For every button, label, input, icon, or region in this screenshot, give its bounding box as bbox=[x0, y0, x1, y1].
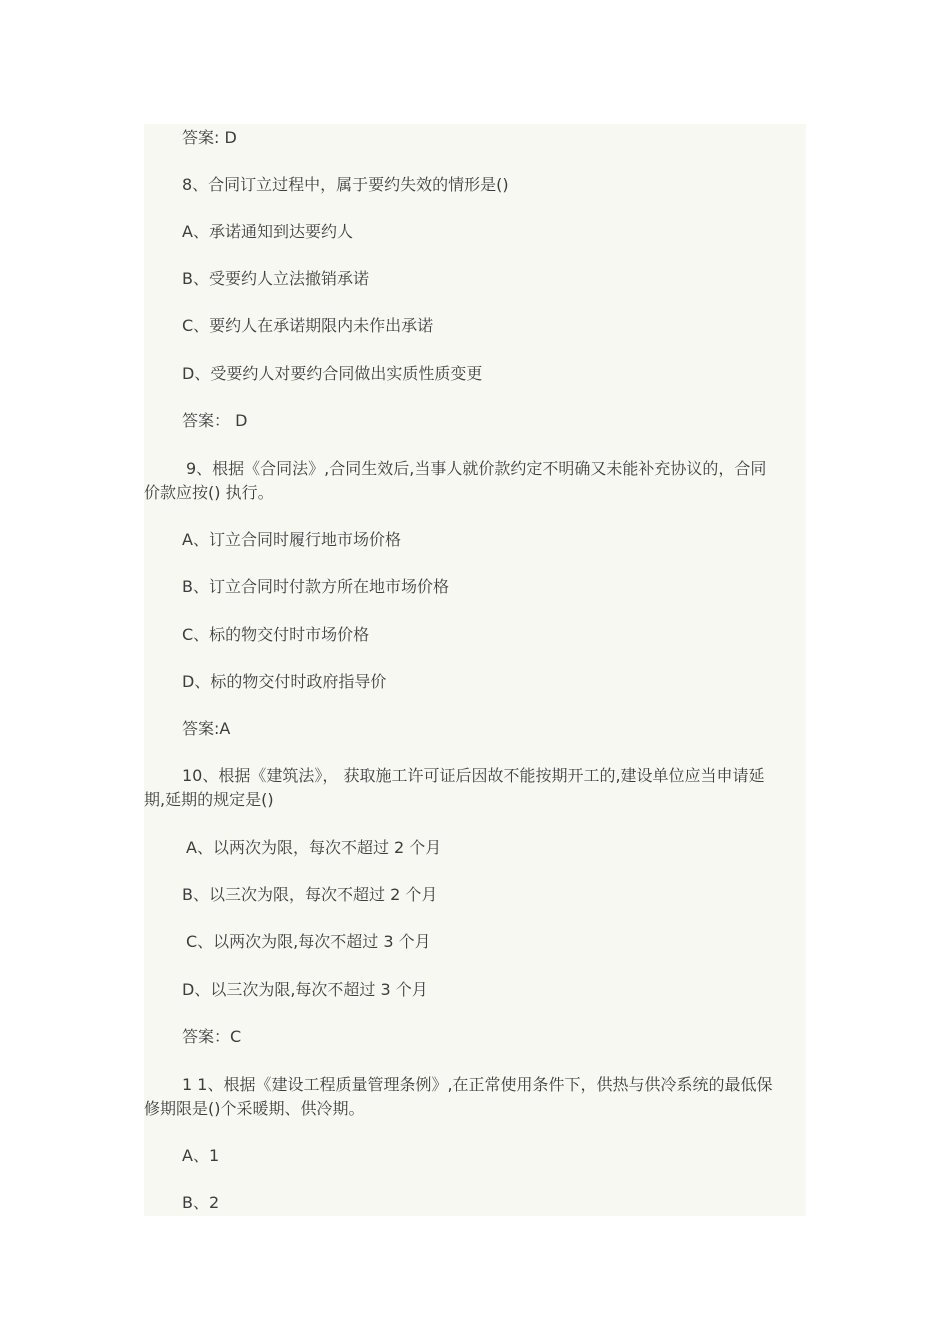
answer-q7: 答案: D bbox=[182, 128, 237, 147]
question-11-line-1: 1 1、根据《建设工程质量管理条例》,在正常使用条件下，供热与供冷系统的最低保 bbox=[182, 1075, 773, 1094]
option-10d: D、以三次为限,每次不超过 3 个月 bbox=[182, 980, 428, 999]
option-10a: A、以两次为限，每次不超过 2 个月 bbox=[186, 838, 442, 857]
option-8b: B、受要约人立法撤销承诺 bbox=[182, 269, 369, 288]
question-11-line-2: 修期限是()个采暖期、供冷期。 bbox=[144, 1099, 365, 1118]
option-8c: C、要约人在承诺期限内未作出承诺 bbox=[182, 316, 434, 335]
answer-q8: 答案： D bbox=[182, 411, 248, 430]
option-9a: A、订立合同时履行地市场价格 bbox=[182, 530, 401, 549]
option-9d: D、标的物交付时政府指导价 bbox=[182, 672, 387, 691]
option-8d: D、受要约人对要约合同做出实质性质变更 bbox=[182, 364, 483, 383]
option-9b: B、订立合同时付款方所在地市场价格 bbox=[182, 577, 449, 596]
question-10-line-1: 10、根据《建筑法》， 获取施工许可证后因故不能按期开工的,建设单位应当申请延 bbox=[182, 766, 765, 785]
question-8: 8、合同订立过程中，属于要约失效的情形是() bbox=[182, 175, 509, 194]
option-10c: C、以两次为限,每次不超过 3 个月 bbox=[186, 932, 431, 951]
option-10b: B、以三次为限，每次不超过 2 个月 bbox=[182, 885, 438, 904]
document-page bbox=[144, 124, 806, 1216]
option-11a: A、1 bbox=[182, 1146, 220, 1165]
option-9c: C、标的物交付时市场价格 bbox=[182, 625, 370, 644]
option-8a: A、承诺通知到达要约人 bbox=[182, 222, 353, 241]
question-9-line-1: 9、根据《合同法》,合同生效后,当事人就价款约定不明确又未能补充协议的，合同 bbox=[186, 459, 767, 478]
option-11b: B、2 bbox=[182, 1193, 220, 1212]
answer-q9: 答案:A bbox=[182, 719, 231, 738]
question-10-line-2: 期,延期的规定是() bbox=[144, 790, 274, 809]
question-9-line-2: 价款应按() 执行。 bbox=[144, 483, 274, 502]
answer-q10: 答案：C bbox=[182, 1027, 242, 1046]
